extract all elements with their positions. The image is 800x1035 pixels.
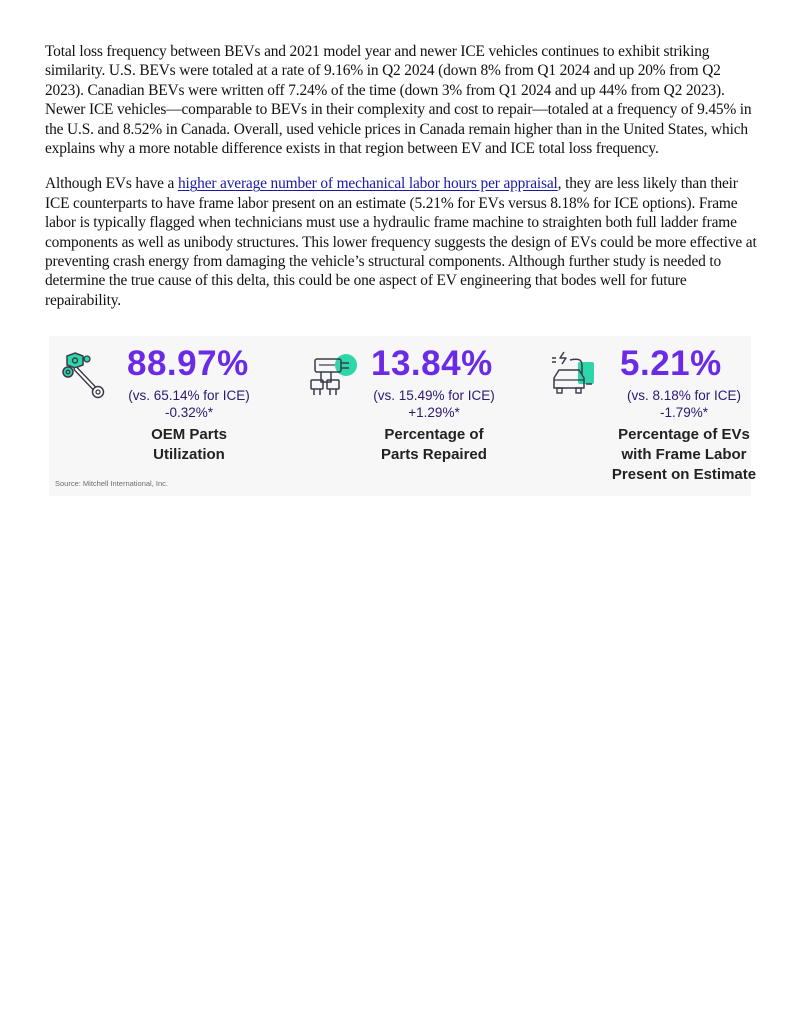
stat-value: 5.21% [620,344,722,383]
stat-value: 13.84% [371,344,493,383]
stat-label-line: Parts Repaired [381,446,487,463]
stat-delta: -1.79%* [659,405,709,420]
stat-compare: (vs. 65.14% for ICE) [128,388,250,403]
ev-charging-car-icon [550,350,600,400]
paragraph-frame-labor-intro: Although EVs have a [45,175,178,193]
stat-label-line: Utilization [153,446,225,463]
source-note: Source: Mitchell International, Inc. [55,479,168,488]
stat-label [89,425,289,465]
paragraph-total-loss: Total loss frequency between BEVs and 2021 model year and newer ICE vehicles continues to exhibit striking similarity. U.S. BEVs were totaled at a rate of 9.16% in Q2 2024 (down 8% from Q1 2024 and up 20% from Q2 2023). Canadian BEVs were written off 7.24% of the time (down 3% from Q1 2024 and up 44% from Q2 2023). Newer ICE vehicles—comparable to BEVs in their complexity and cost to repair—totaled at a frequency of 9.45% in the U.S. and 8.52% in Canada. Overall, used vehicle prices in Canada remain higher than in the United States, which explains why a more notable difference exists in that region between EV and ICE total loss frequency. [45,43,752,158]
stats-infographic [49,336,757,496]
stat-label [334,425,534,465]
stat-label-line: Percentage of [384,426,484,443]
stat-delta: +1.29%* [408,405,460,420]
stat-parts-repaired [299,336,533,486]
stat-frame-labor [544,336,778,486]
article-body [45,42,760,326]
stat-label [584,425,784,485]
paragraph-frame-labor [45,174,760,310]
stat-label-line: OEM Parts [151,426,227,443]
stat-label-line: Percentage of EVs [618,426,750,443]
mechanical-labor-hours-link[interactable]: higher average number of mechanical labor hours per appraisal [177,175,558,193]
stat-compare: (vs. 15.49% for ICE) [373,388,495,403]
stat-label-line: Present on Estimate [611,466,757,483]
stat-value: 88.97% [127,344,249,383]
repaired-part-icon [309,350,359,400]
stat-oem-parts [49,336,283,486]
wrench-parts-icon [61,350,111,400]
stat-label-line: with Frame Labor [621,446,747,463]
stat-delta: -0.32%* [164,405,214,420]
paragraph-frame-labor-rest: , they are less likely than their ICE counterparts to have frame labor present on an estimate (5.21% for EVs versus 8.18% for ICE options). Frame labor is typically flagged when technicians must use a hydraulic frame machine to straighten both full ladder frame components as well as unibody structures. This lower frequency suggests the design of EVs could be more effective at preventing crash energy from damaging the vehicle’s structural components. Although further study is needed to determine the true cause of this delta, this could be one aspect of EV engineering that bodes well for future repairability. [45,175,757,309]
stat-compare: (vs. 8.18% for ICE) [626,388,742,403]
